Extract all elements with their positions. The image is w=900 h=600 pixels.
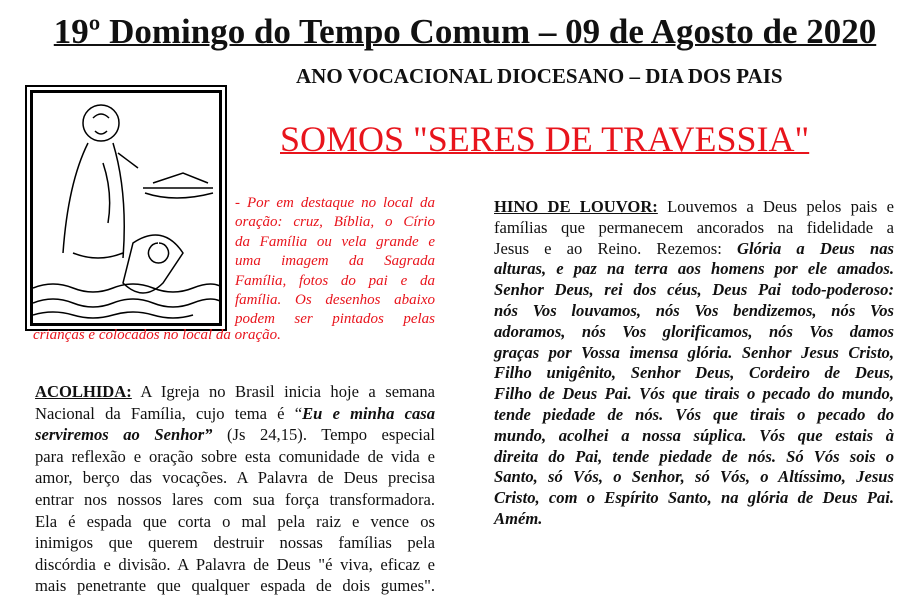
- hino-text: Filho unigênito, Senhor Deus, Cordeiro de Deus,: [494, 363, 894, 383]
- hino-line: [494, 509, 894, 530]
- acolhida-section: [35, 381, 435, 597]
- acolhida-line: [35, 467, 435, 489]
- hino-text: alturas, e paz na terra aos homens por ele amados.: [494, 259, 894, 279]
- page-title: 19º Domingo do Tempo Comum – 09 de Agosto de 2020: [53, 12, 877, 51]
- hino-line: [494, 405, 894, 426]
- note-line: Família, fotos do pai e da: [235, 272, 435, 289]
- hino-line: [494, 447, 894, 468]
- hino-text: adoramos, nós Vos glorificamos, nós Vos damos: [494, 321, 894, 341]
- acolhida-text: mais penetrante que qualquer espada de dois gumes".: [35, 576, 435, 596]
- hino-text: direita do Pai, tende piedade de nós. Só Vós sois o: [494, 446, 894, 466]
- acolhida-line: [35, 489, 435, 511]
- hino-line: [494, 488, 894, 509]
- acolhida-line: [35, 403, 435, 425]
- hino-text: Senhor Deus, rei dos céus, Deus Pai todo-poderoso:: [494, 280, 894, 300]
- hino-text: Glória a Deus nas: [737, 238, 894, 258]
- acolhida-text: discórdia e divisão. A Palavra de Deus "é viva, eficaz e: [35, 554, 435, 574]
- hino-text: graças por Vossa imensa glória. Senhor Jesus Cristo,: [494, 342, 894, 362]
- hino-text: Jesus e ao Reino. Rezemos:: [494, 238, 737, 258]
- acolhida-line: [35, 381, 435, 403]
- jesus-rescuing-peter-illustration: [30, 90, 222, 326]
- hino-line: [494, 322, 894, 343]
- hino-line: [494, 197, 894, 218]
- acolhida-text: inimigos que querem destruir nossas famílias pela: [35, 533, 435, 553]
- hino-text: tende piedade de nós. Vós que tirais o pecado do: [494, 404, 894, 424]
- hino-text: Louvemos a Deus pelos pais e: [657, 197, 894, 216]
- headline: SOMOS "SERES DE TRAVESSIA": [280, 119, 810, 159]
- acolhida-line: [35, 446, 435, 468]
- hino-text: mundo, acolhei a nossa súplica. Vós que estais à: [494, 425, 894, 445]
- preparation-note: [235, 194, 435, 330]
- acolhida-text: (Js 24,15). Tempo especial: [212, 425, 435, 445]
- hino-line: [494, 467, 894, 488]
- hino-text: Amém.: [494, 508, 543, 528]
- hino-label: HINO DE LOUVOR:: [494, 197, 658, 216]
- hino-line: [494, 384, 894, 405]
- acolhida-line: [35, 554, 435, 576]
- hino-line: [494, 363, 894, 384]
- hino-line: [494, 259, 894, 280]
- note-line: podem ser pintados pelas: [235, 311, 435, 328]
- acolhida-text: serviremos ao Senhor”: [35, 425, 213, 445]
- note-line: uma imagem da Sagrada: [235, 253, 435, 270]
- acolhida-text: Eu e minha casa: [302, 403, 435, 423]
- hino-line: [494, 218, 894, 239]
- acolhida-text: entrar nos nossos lares com sua força transformadora.: [35, 489, 435, 509]
- note-line: - Por em destaque no local da: [235, 195, 435, 211]
- preparation-note-last-line: crianças e colocados no local da oração.: [33, 327, 281, 343]
- hino-line: [494, 239, 894, 260]
- acolhida-line: [35, 424, 435, 446]
- note-line: família. Os desenhos abaixo: [235, 292, 435, 309]
- acolhida-line: [35, 511, 435, 533]
- hino-line: [494, 343, 894, 364]
- acolhida-line: [35, 532, 435, 554]
- acolhida-text: para reflexão e oração sobre esta comunidade de vida e: [35, 446, 435, 466]
- acolhida-text: Ela é espada que corta o mal pela raiz e vence os: [35, 511, 435, 531]
- acolhida-line: [35, 575, 435, 597]
- hino-text: Filho de Deus Pai. Vós que tirais o pecado do mundo,: [494, 384, 894, 404]
- acolhida-text: amor, berço das vocações. A Palavra de Deus precisa: [35, 468, 435, 488]
- note-line: da Família ou vela grande e: [235, 233, 435, 250]
- hino-line: [494, 280, 894, 301]
- note-line: oração: cruz, Bíblia, o Círio: [235, 214, 435, 231]
- hino-text: famílias que permanecem ancorados na fidelidade a: [494, 217, 894, 237]
- acolhida-text: Nacional da Família, cujo tema é “: [35, 403, 303, 423]
- hino-line: [494, 301, 894, 322]
- hino-text: nós Vos louvamos, nós Vos bendizemos, nós Vos: [494, 300, 894, 320]
- hino-line: [494, 426, 894, 447]
- hino-text: Cristo, com o Espírito Santo, na glória de Deus Pai.: [494, 488, 894, 508]
- subtitle: ANO VOCACIONAL DIOCESANO – DIA DOS PAIS: [296, 64, 783, 88]
- acolhida-label: ACOLHIDA:: [35, 382, 132, 401]
- hino-de-louvor-section: [494, 197, 894, 530]
- acolhida-text: A Igreja no Brasil inicia hoje a semana: [131, 382, 435, 401]
- hino-text: Santo, só Vós, o Senhor, só Vós, o Altíssimo, Jesus: [494, 467, 894, 487]
